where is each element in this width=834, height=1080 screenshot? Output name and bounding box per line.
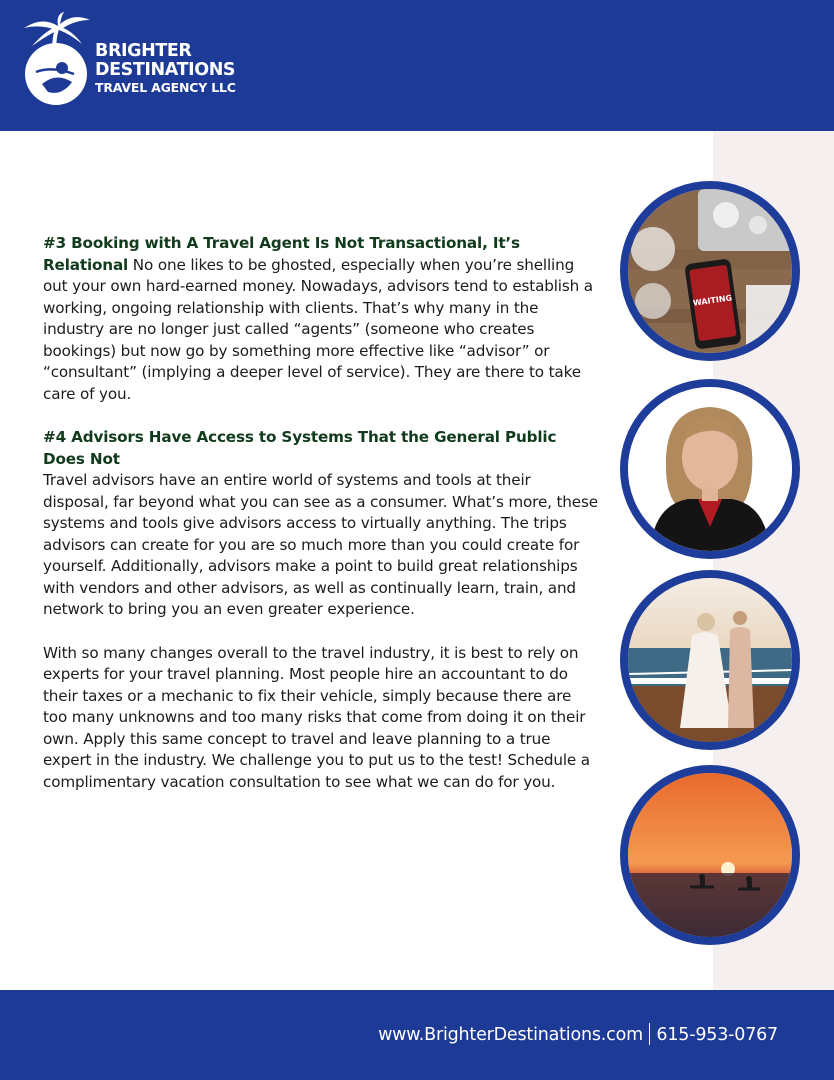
footer-phone[interactable]: 615-953-0767 xyxy=(656,1025,778,1045)
section-3-paragraph xyxy=(43,233,598,405)
palm-tree-logo-icon xyxy=(12,12,94,106)
sunset-paddle-photo xyxy=(620,765,800,945)
advisor-portrait-photo xyxy=(620,379,800,559)
footer-website-link[interactable]: www.BrighterDestinations.com xyxy=(378,1025,643,1045)
section-4-body: Travel advisors have an entire world of systems and tools at their disposal, far beyond what you can see as a consumer. What’s more, these systems and tools give advisors access to virtually anything. The trips advisors can create for you are so much more than you could create for yourself. Additionally, advisors make a point to build great relationships with vendors and other advisors, as well as continually learn, train, and network to bring you an even greater experience. xyxy=(43,471,598,618)
brand-line-1: BRIGHTER xyxy=(95,41,192,61)
footer-contact xyxy=(378,1023,778,1045)
phone-waiting-photo xyxy=(620,181,800,361)
section-4-paragraph xyxy=(43,427,598,621)
brand-line-3: TRAVEL AGENCY LLC xyxy=(95,80,236,95)
phone-screen-text: WAITING xyxy=(692,293,733,308)
article-body xyxy=(43,233,598,793)
section-3-body: No one likes to be ghosted, especially when you’re shelling out your own hard-earned money. Nowadays, advisors tend to establish a working, ongoing relationship with clients. That’s why many in the industry are no longer just called “agents” (someone who creates bookings) but now go by something more effective like “advisor” or “consultant” (implying a deeper level of service). They are there to take care of you. xyxy=(43,255,593,403)
footer-divider xyxy=(649,1023,651,1045)
page-footer xyxy=(0,990,834,1080)
section-4-heading: #4 Advisors Have Access to Systems That the General Public Does Not xyxy=(43,428,557,468)
cruise-deck-photo xyxy=(620,570,800,750)
brand-line-2: DESTINATIONS xyxy=(95,60,236,80)
page-header xyxy=(0,0,834,131)
section-3-heading: #3 Booking with A Travel Agent Is Not Transactional, It’s Relational xyxy=(43,234,520,274)
closing-paragraph: With so many changes overall to the travel industry, it is best to rely on experts for your travel planning. Most people hire an accountant to do their taxes or a mechanic to fix their vehicle, simply because there are too many unknowns and too many risks that come from doing it on their own. Apply this same concept to travel and leave planning to a true expert in the industry. We challenge you to put us to the test! Schedule a complimentary vacation consultation to see what we can do for you. xyxy=(43,643,590,791)
brand-name xyxy=(95,42,236,95)
